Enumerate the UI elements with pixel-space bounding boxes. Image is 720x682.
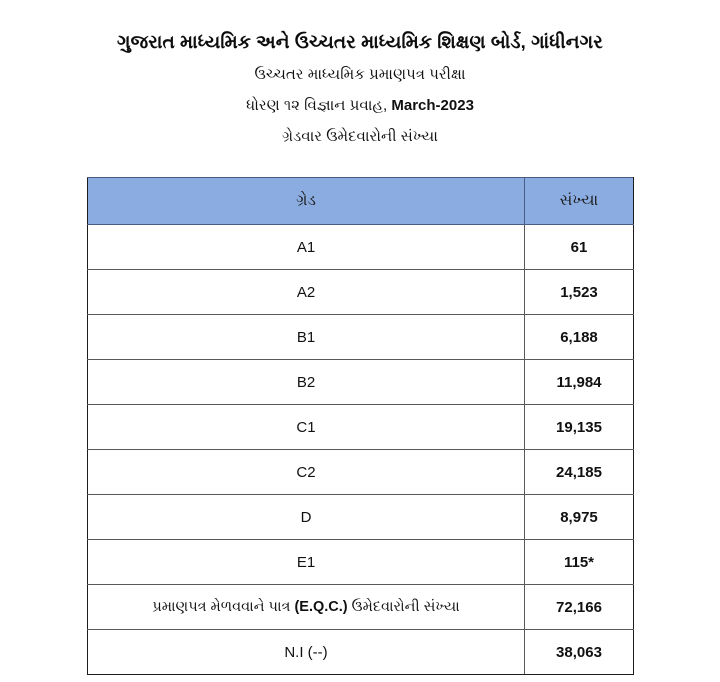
table-header-row — [88, 178, 634, 225]
grade-count: 115* — [525, 540, 634, 585]
table-row — [88, 495, 634, 540]
table-row-eqc — [88, 585, 634, 630]
table-row — [88, 450, 634, 495]
table-row — [88, 225, 634, 270]
document-heading — [0, 0, 720, 146]
grade-label: N.I (--) — [88, 630, 525, 675]
grade-count: 6,188 — [525, 315, 634, 360]
table-body — [88, 225, 634, 675]
grade-count: 8,975 — [525, 495, 634, 540]
table-header — [88, 178, 634, 225]
grade-count: 61 — [525, 225, 634, 270]
grade-label: A1 — [88, 225, 525, 270]
grade-label: C1 — [88, 405, 525, 450]
standard-stream-line — [0, 97, 720, 116]
grade-count: 11,984 — [525, 360, 634, 405]
eqc-label-suffix: ઉમેદવારોની સંખ્યા — [347, 599, 460, 615]
table-row — [88, 360, 634, 405]
grade-label: C2 — [88, 450, 525, 495]
grade-count: 38,063 — [525, 630, 634, 675]
grade-count: 1,523 — [525, 270, 634, 315]
grade-label: A2 — [88, 270, 525, 315]
exam-month-year: March-2023 — [391, 96, 474, 114]
grade-count-table — [87, 177, 634, 675]
table-row — [88, 315, 634, 360]
table-caption: ગ્રેડવાર ઉમેદવારોની સંખ્યા — [282, 127, 438, 145]
eqc-label-prefix: પ્રમાણપત્ર મેળવવાને પાત્ર — [152, 599, 295, 615]
eqc-abbreviation: (E.Q.C.) — [294, 599, 348, 615]
grade-label: D — [88, 495, 525, 540]
column-header-grade: ગ્રેડ — [88, 178, 525, 225]
table-row — [88, 540, 634, 585]
grade-label: E1 — [88, 540, 525, 585]
table-row — [88, 405, 634, 450]
column-header-count: સંખ્યા — [525, 178, 634, 225]
eqc-label — [88, 585, 525, 630]
grade-label: B2 — [88, 360, 525, 405]
exam-title: ઉચ્ચતર માધ્યમિક પ્રમાણપત્ર પરીક્ષા — [254, 66, 466, 84]
grade-count: 19,135 — [525, 405, 634, 450]
standard-stream-text: ધોરણ ૧૨ વિજ્ઞાન પ્રવાહ, — [246, 96, 392, 114]
board-title: ગુજરાત માધ્યમિક અને ઉચ્ચતર માધ્યમિક શિક્ષણ બોર્ડ, ગાંધીનગર — [117, 31, 603, 52]
grade-label: B1 — [88, 315, 525, 360]
table-row — [88, 270, 634, 315]
eqc-count: 72,166 — [525, 585, 634, 630]
grade-table-container — [87, 177, 633, 675]
grade-count: 24,185 — [525, 450, 634, 495]
table-row — [88, 630, 634, 675]
